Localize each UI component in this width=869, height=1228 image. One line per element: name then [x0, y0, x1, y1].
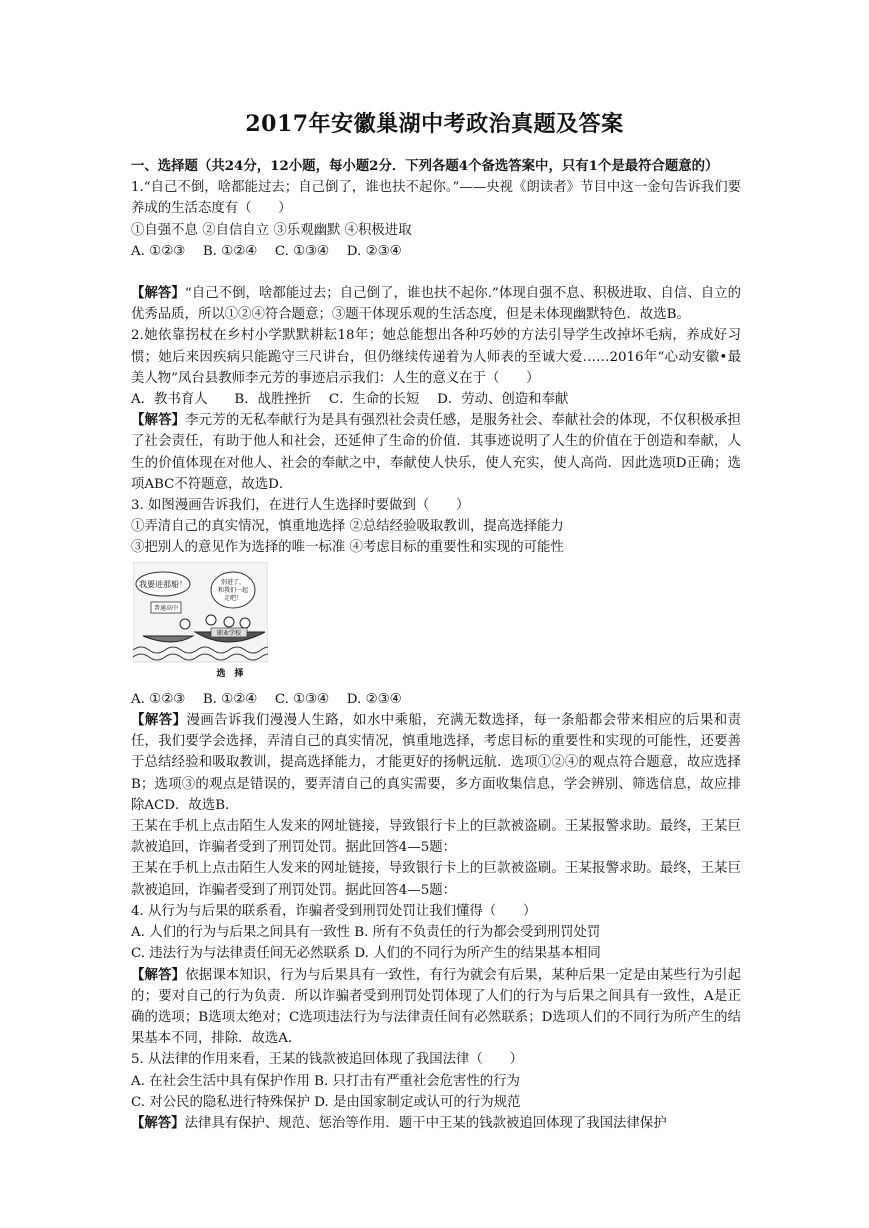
bubble-left-text: 我要进那船！ [139, 579, 187, 589]
question-5-answer [131, 1113, 741, 1134]
question-3-options: A. ①②③ B. ①②④ C. ①③④ D. ②③④ [131, 691, 402, 707]
document-title: 2017年安徽巢湖中考政治真题及答案 [245, 111, 624, 137]
answer-tag: 【解答】 [131, 285, 185, 302]
cartoon-caption: 选 择 [216, 668, 244, 679]
question-1-stem: 1.“自己不倒，啥都能过去；自己倒了，谁也扶不起你。”——央视《朗读者》节目中这一金句告诉我们要养成的生活态度有（ ） [131, 180, 741, 217]
question-3-items-2: ③把别人的意见作为选择的唯一标准 ④考虑目标的重要性和实现的可能性 [131, 540, 564, 556]
answer-text: 李元芳的无私奉献行为是具有强烈社会责任感，是服务社会、奉献社会的体现，不仅积极承担了社会责任，有助于他人和社会，还延伸了生命的价值．其事迹说明了人生的价值在于创造和奉献，人生的价值体现在对他人、社会的奉献之中，奉献使人快乐，使人充实，使人高尚．因此选项D正确；选项ABC不符题意，故选D． [131, 413, 742, 492]
question-1-options: A. ①②③ B. ①②④ C. ①③④ D. ②③④ [131, 243, 402, 259]
boat-left-label: 普通高中 [153, 604, 179, 612]
answer-text: 依据课本知识，行为与后果具有一致性，有行为就会有后果，某种后果一定是由某些行为引起的；要对自己的行为负责．所以诈骗者受到刑罚处罚体现了人们的行为与后果之间具有一致性，A是正确的选项；B选项太绝对；C选项违法行为与法律责任间有必然联系；D选项人们的不同行为所产生的结果基本不同，排除．故选A． [131, 967, 742, 1047]
boat-right-label: 职业学校 [216, 629, 242, 637]
answer-tag: 【解答】 [131, 412, 186, 429]
answer-text: “自己不倒，啥都能过去；自己倒了，谁也扶不起你.”体现自强不息、积极进取、自信、自立的优秀品质，所以①②④符合题意；③题干体现乐观的生活态度，但是未体现幽默特色．故选B。 [131, 286, 742, 323]
answer-text: 漫画告诉我们漫漫人生路，如水中乘船，充满无数选择，每一条船都会带来相应的后果和责任，我们要学会选择，弄清自己的真实情况，慎重地选择，考虑目标的重要性和实现的可能性，还要善于总结经验和吸取教训，提高选择能力，才能更好的扬帆远航．选项①②④的观点符合题意，故应选择B；选项③的观点是错误的，要弄清自己的真实需要，多方面收集信息，学会辨别、筛选信息，故应排除ACD．故选B． [131, 713, 741, 813]
material-text-2: 王某在手机上点击陌生人发来的网址链接，导致银行卡上的巨款被盗刷。王某报警求助。最终，王某巨款被追回，诈骗者受到了刑罚处罚。据此回答4—5题： [131, 861, 741, 898]
bubble-right-line-2: 和我们一起 [217, 586, 249, 594]
question-5-stem: 5. 从法律的作用来看，王某的钱款被追回体现了我国法律（ ） [131, 1052, 523, 1068]
answer-text: 法律具有保护、规范、惩治等作用．题干中王某的钱款被追回体现了我国法律保护 [184, 1115, 667, 1131]
question-3-items-1: ①弄清自己的真实情况，慎重地选择 ②总结经验吸取教训，提高选择能力 [131, 519, 564, 535]
bubble-right-line-1: 别进了， [220, 578, 246, 586]
answer-tag: 【解答】 [131, 966, 186, 983]
question-1-answer [131, 283, 741, 325]
question-2-stem: 2.她依靠拐杖在乡村小学默默耕耘18年；她总能想出各种巧妙的方法引导学生改掉坏毛病，养成好习惯；她后来因疾病只能跪守三尺讲台，但仍继续传递着为人师表的至诚大爱……2016年“心动安徽•最美人物”凤台县教师李元芳的事迹启示我们：人生的意义在于（ ） [131, 328, 741, 386]
question-2-answer [131, 410, 741, 495]
question-1-items: ①自强不息 ②自信自立 ③乐观幽默 ④积极进取 [131, 222, 412, 238]
document-body [131, 156, 741, 1134]
spacer [131, 262, 741, 283]
bubble-right-line-3: 走吧！ [223, 594, 243, 602]
question-4-options-cd: C. 违法行为与法律责任间无必然联系 D. 人们的不同行为所产生的结果基本相同 [131, 946, 601, 962]
question-2-options: A．教书育人 B．战胜挫折 C．生命的长短 D．劳动、创造和奉献 [131, 392, 569, 408]
question-5-options-cd: C. 对公民的隐私进行特殊保护 D. 是由国家制定或认可的行为规范 [131, 1094, 521, 1110]
question-4-stem: 4. 从行为与后果的联系看，诈骗者受到刑罚处罚让我们懂得（ ） [131, 903, 537, 919]
answer-tag: 【解答】 [131, 712, 187, 729]
question-4-answer [131, 965, 741, 1050]
question-3-answer [131, 710, 741, 816]
answer-tag: 【解答】 [131, 1114, 185, 1131]
question-4-options-ab: A. 人们的行为与后果之间具有一致性 B. 所有不负责任的行为都会受到刑罚处罚 [131, 925, 601, 941]
question-3-stem: 3. 如图漫画告诉我们，在进行人生选择时要做到（ ） [131, 498, 470, 514]
section-heading: 一、选择题（共24分，12小题，每小题2分．下列各题4个备选答案中，只有1个是最符合题意的） [131, 158, 719, 174]
cartoon-illustration [133, 562, 268, 680]
material-text-1: 王某在手机上点击陌生人发来的网址链接，导致银行卡上的巨款被盗刷。王某报警求助。最终，王某巨款被追回，诈骗者受到了刑罚处罚。据此回答4—5题： [131, 819, 741, 856]
question-5-options-ab: A. 在社会生活中具有保护作用 B. 只打击有严重社会危害性的行为 [131, 1073, 520, 1089]
